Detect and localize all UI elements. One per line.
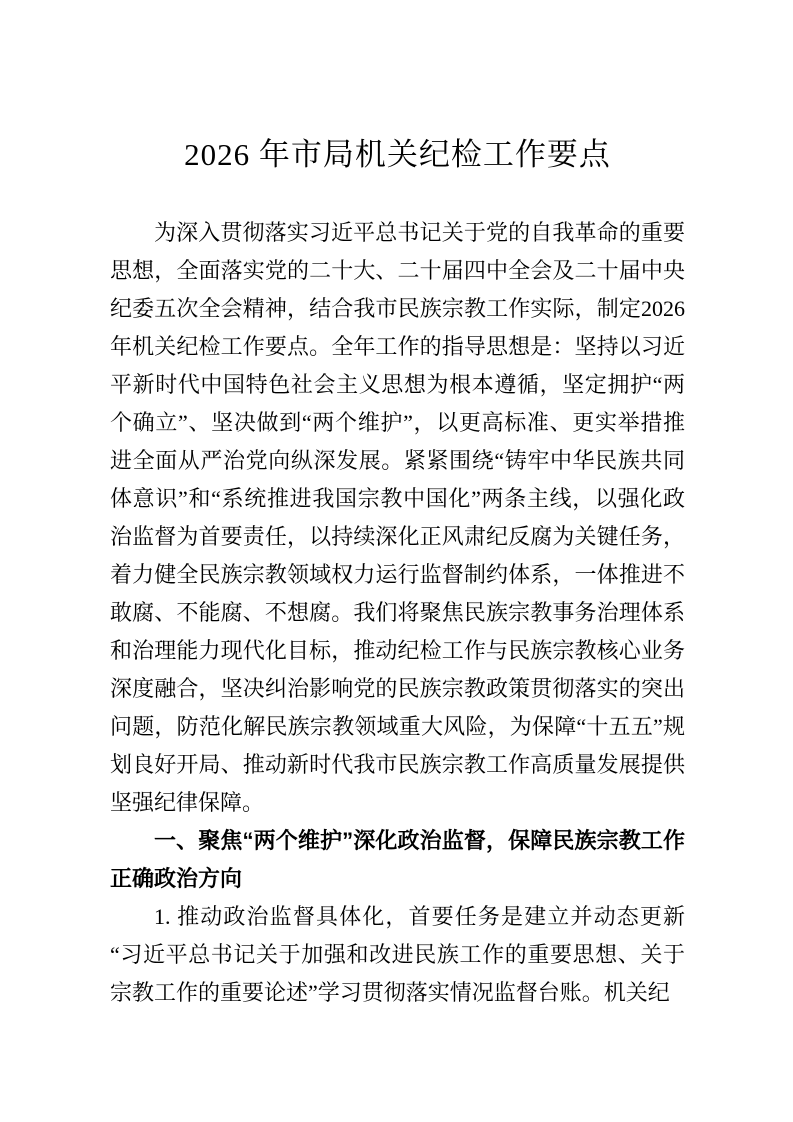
- section1-item-1-paragraph: 1. 推动政治监督具体化，首要任务是建立并动态更新“习近平总书记关于加强和改进民族工作的重要思想、关于宗教工作的重要论述”学习贯彻落实情况监督台账。机关纪: [110, 904, 685, 1005]
- intro-paragraph: 为深入贯彻落实习近平总书记关于党的自我革命的重要思想，全面落实党的二十大、二十届四中全会及二十届中央纪委五次全会精神，结合我市民族宗教工作实际，制定2026 年机关纪检工作要点。全年工作的指导思想是：坚持以习近平新时代中国特色社会主义思想为根本遵循，坚定拥护“两个确立”、坚决做到“两个维护”，以更高标准、更实举措推进全面从严治党向纵深发展。紧紧围绕“铸牢中华民族共同体意识”和“系统推进我国宗教中国化”两条主线，以强化政治监督为首要责任，以持续深化正风肃纪反腐为关键任务，着力健全民族宗教领域权力运行监督制约体系，一体推进不敢腐、不能腐、不想腐。我们将聚焦民族宗教事务治理体系和治理能力现代化目标，推动纪检工作与民族宗教核心业务深度融合，坚决纠治影响党的民族宗教政策贯彻落实的突出问题，防范化解民族宗教领域重大风险，为保障“十五五”规划良好开局、推动新时代我市民族宗教工作高质量发展提供坚强纪律保障。: [110, 220, 685, 815]
- document-title: 2026 年市局机关纪检工作要点: [184, 137, 611, 172]
- document-content: [110, 0, 685, 1012]
- section-heading-1: 一、聚焦“两个维护”深化政治监督，保障民族宗教工作正确政治方向: [110, 828, 685, 891]
